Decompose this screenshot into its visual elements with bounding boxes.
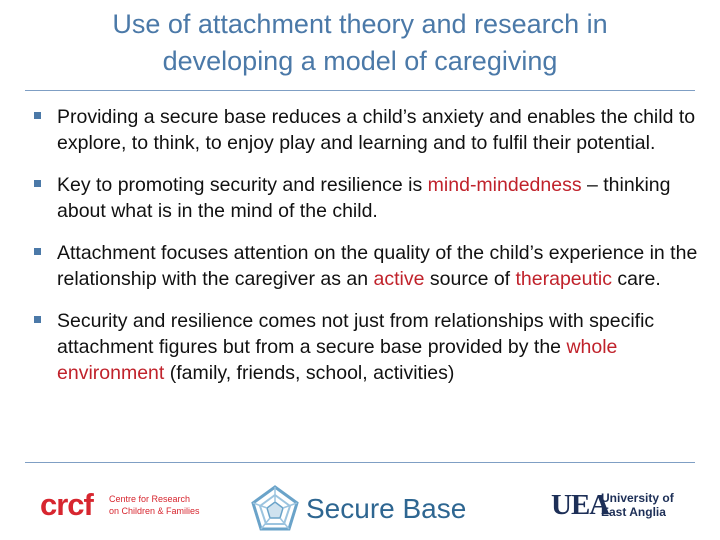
uea-caption-line-1: University of xyxy=(601,491,674,505)
footer-divider xyxy=(25,462,695,463)
bullet-text xyxy=(57,308,710,386)
bullet-segment: (family, friends, school, activities) xyxy=(164,362,455,384)
bullet-square-icon xyxy=(34,248,41,255)
bullet-text xyxy=(57,240,710,292)
bullet-square-icon xyxy=(34,112,41,119)
bullet-segment: Attachment focuses attention on the quality of the child’s experience in the relationship with the caregiver as an xyxy=(57,242,698,290)
uea-caption-line-2: East Anglia xyxy=(601,505,666,519)
footer-logos xyxy=(0,468,720,540)
secure-base-wordmark: Secure Base xyxy=(306,493,467,524)
bullet-square-icon xyxy=(34,180,41,187)
slide-title xyxy=(20,6,700,80)
bullet-item xyxy=(34,172,710,224)
bullet-text xyxy=(57,104,710,156)
bullet-text xyxy=(57,172,710,224)
highlighted-phrase: therapeutic xyxy=(515,268,612,290)
bullet-segment: source of xyxy=(424,268,516,290)
bullet-segment: Security and resilience comes not just from relationships with specific attachment figures but from a secure base provided by the xyxy=(57,310,655,358)
bullet-item xyxy=(34,308,710,386)
bullet-segment: care. xyxy=(612,268,661,290)
bullet-segment: Key to promoting security and resilience is xyxy=(57,174,428,196)
uea-caption xyxy=(601,491,674,519)
crcf-caption-line-1: Centre for Research xyxy=(109,494,191,504)
bullet-square-icon xyxy=(34,316,41,323)
highlighted-phrase: active xyxy=(373,268,425,290)
bullet-list xyxy=(34,104,710,402)
title-divider xyxy=(25,90,695,91)
uea-wordmark: UEA xyxy=(551,489,610,521)
highlighted-phrase: mind-mindedness xyxy=(427,174,582,196)
slide-title-line-2: developing a model of caregiving xyxy=(162,46,558,76)
bullet-segment: Providing a secure base reduces a child’s anxiety and enables the child to explore, to think, to enjoy play and learning and to fulfil their potential. xyxy=(57,106,696,154)
crcf-caption-line-2: on Children & Families xyxy=(109,506,200,516)
secure-base-logo xyxy=(250,485,470,531)
secure-base-emblem-icon xyxy=(250,485,300,531)
slide-title-line-1: Use of attachment theory and research in xyxy=(112,9,608,39)
crcf-wordmark: crcf xyxy=(40,487,93,522)
bullet-segment: – thinking about what is in the mind of the child. xyxy=(57,174,671,222)
crcf-caption xyxy=(109,493,200,517)
highlighted-phrase: whole environment xyxy=(57,336,618,384)
bullet-item xyxy=(34,104,710,156)
bullet-item xyxy=(34,240,710,292)
